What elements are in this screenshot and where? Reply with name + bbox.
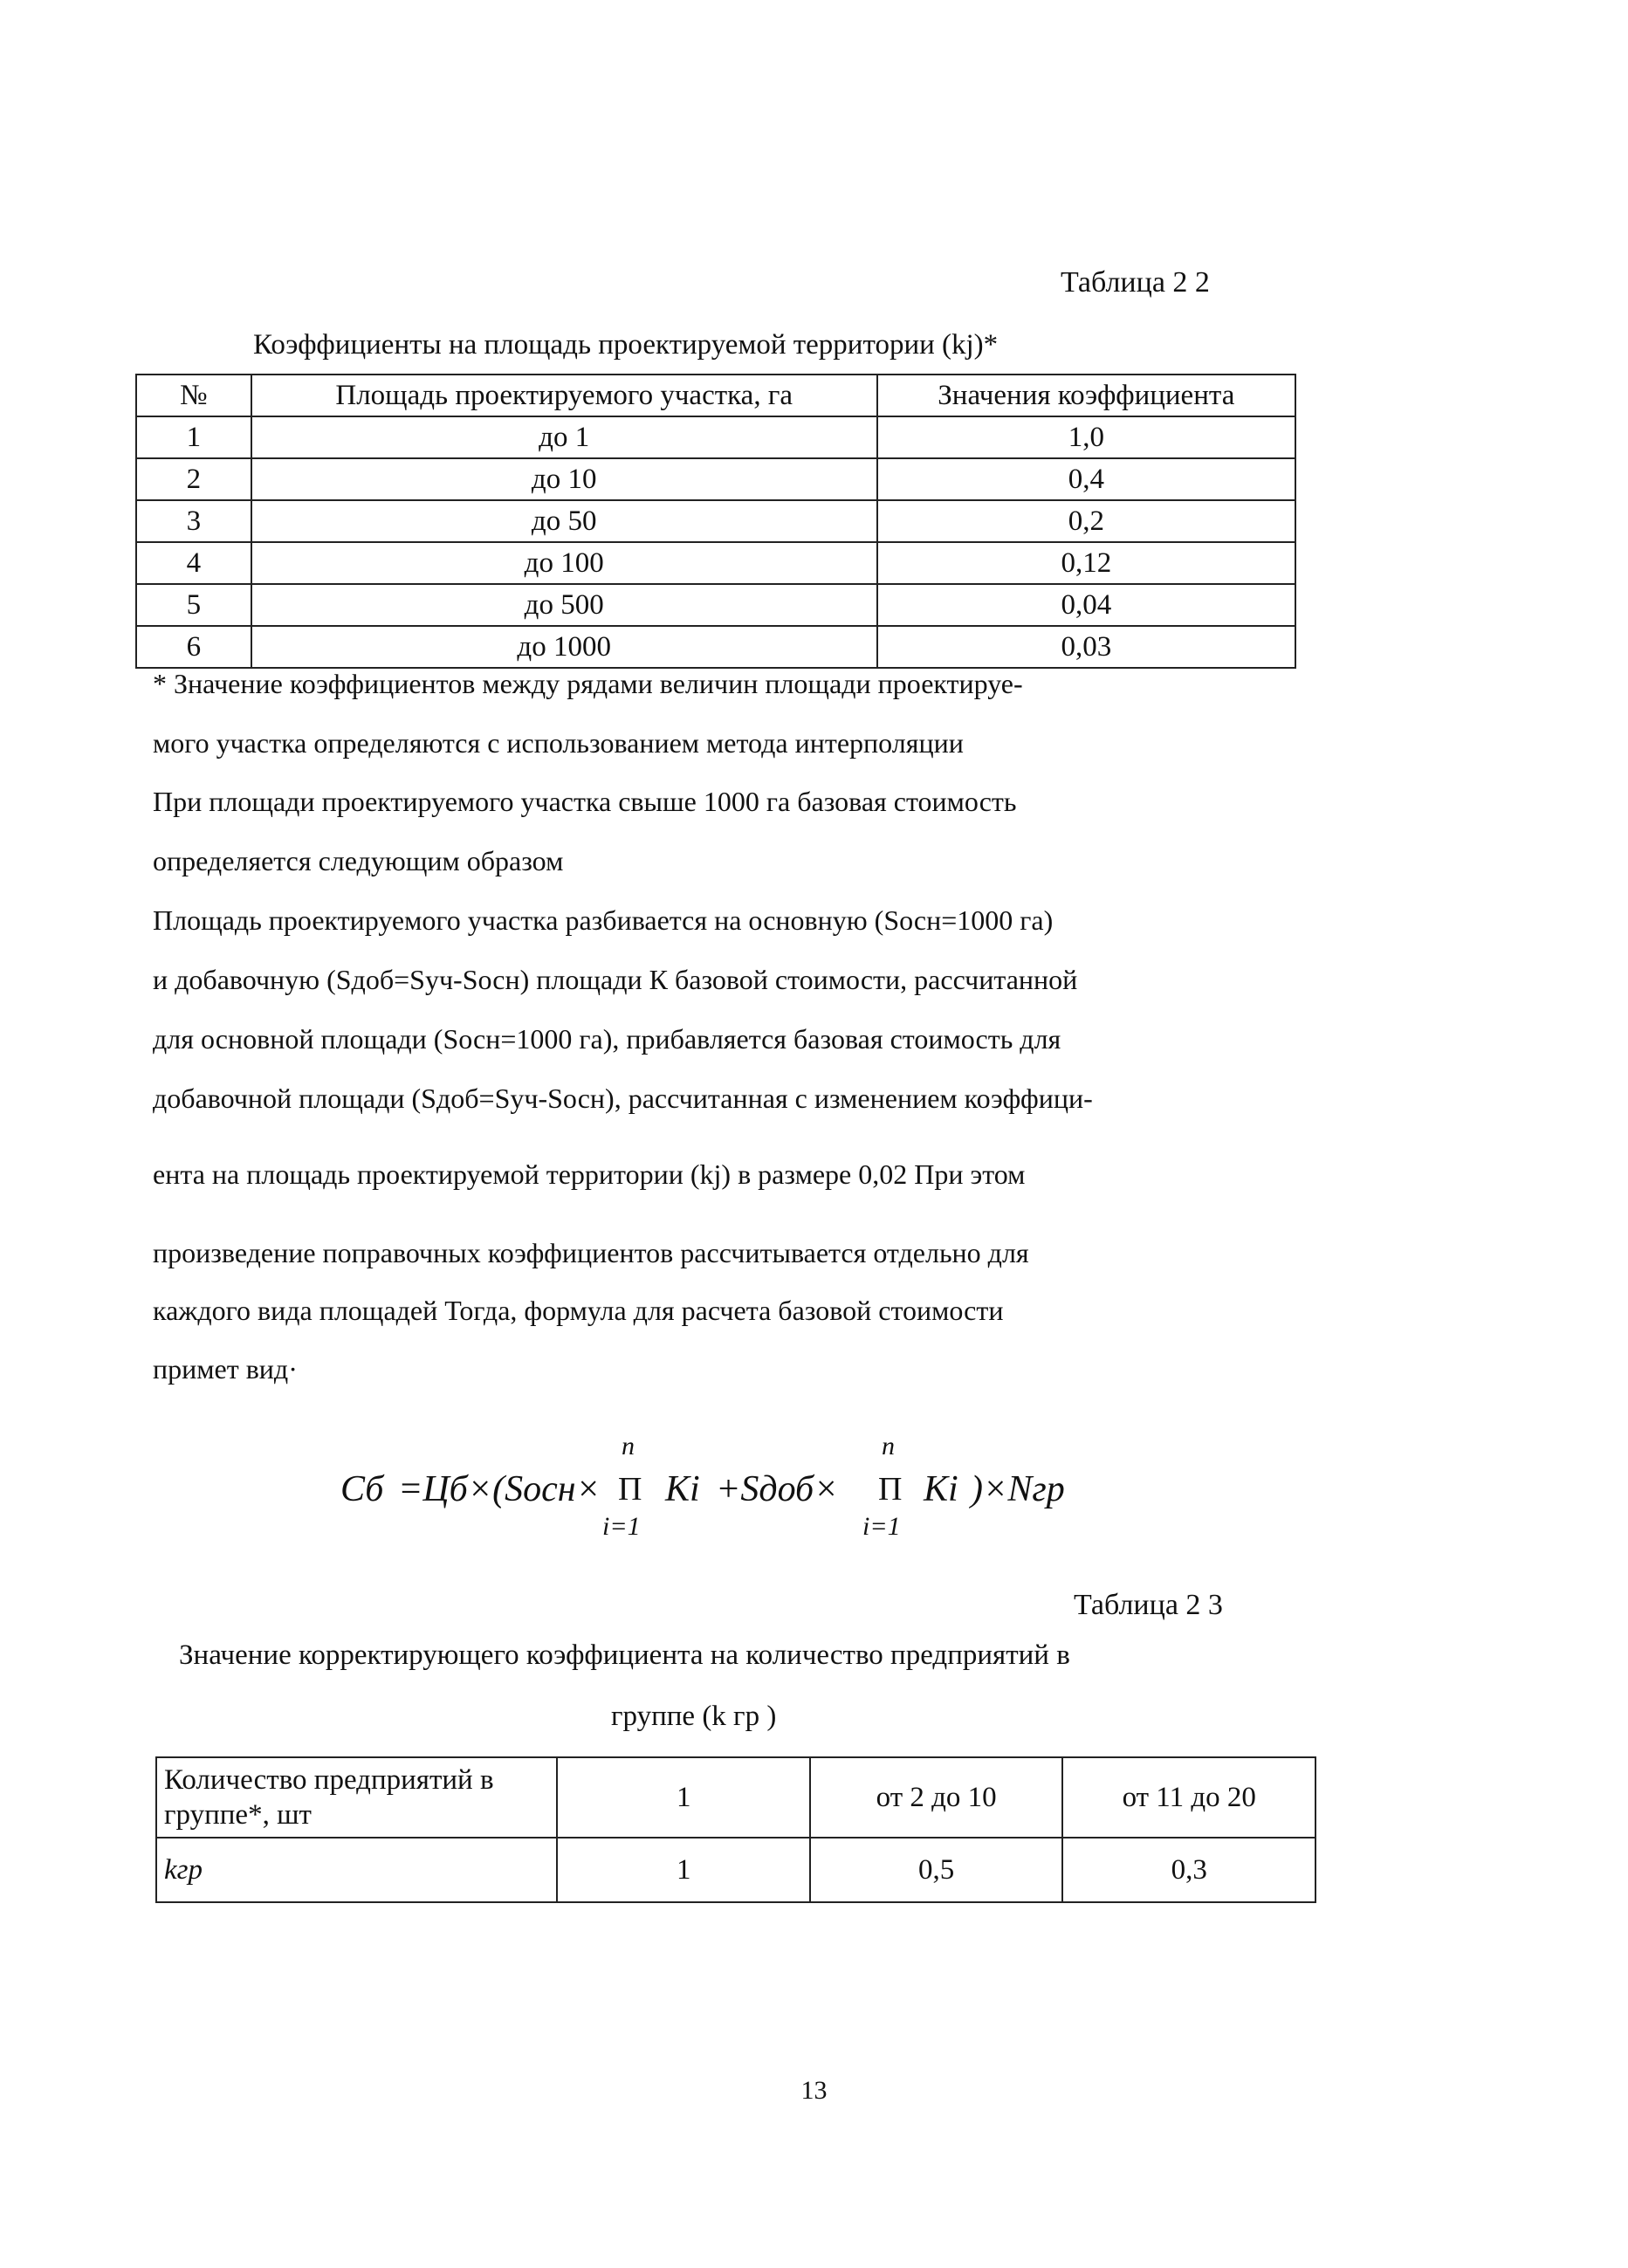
coefficients-table bbox=[135, 374, 1296, 669]
header-coefficient: Значения коэффициента bbox=[877, 375, 1295, 416]
product-symbol-2: Π bbox=[878, 1471, 903, 1508]
product-symbol-1: Π bbox=[618, 1471, 642, 1508]
formula-plus: +Sдоб× bbox=[716, 1469, 839, 1509]
product-lower-1: i=1 bbox=[602, 1512, 641, 1541]
paragraph-3-line-2: каждого вида площадей Тогда, формула для расчета базовой стоимости bbox=[153, 1295, 1004, 1326]
row-label-count: Количество предприятий в группе*, шт bbox=[156, 1757, 557, 1838]
product-upper-1: n bbox=[622, 1432, 635, 1460]
formula-eq: =Цб×(Sосн× bbox=[398, 1469, 601, 1509]
row-area: до 100 bbox=[251, 542, 877, 584]
table-row bbox=[156, 1757, 1315, 1838]
row-number: 5 bbox=[136, 584, 251, 626]
product-upper-2: n bbox=[882, 1432, 895, 1460]
table-row bbox=[156, 1838, 1315, 1902]
page-number: 13 bbox=[800, 2076, 828, 2105]
row-area: до 1000 bbox=[251, 626, 877, 668]
row-coefficient: 0,03 bbox=[877, 626, 1295, 668]
table-header-row bbox=[136, 375, 1295, 416]
paragraph-2-line-1: Площадь проектируемого участка разбивается на основную (Sосн=1000 га) bbox=[153, 904, 1054, 936]
formula-k1: Ki bbox=[665, 1469, 700, 1509]
row-area: до 10 bbox=[251, 458, 877, 500]
table-title: Коэффициенты на площадь проектируемой территории (kj)* bbox=[253, 329, 999, 361]
kgr-value-2: 0,5 bbox=[810, 1838, 1063, 1902]
paragraph-2-line-5: ента на площадь проектируемой территории (kj) в размере 0,02 При этом bbox=[153, 1158, 1026, 1190]
table-row bbox=[136, 500, 1295, 542]
row-coefficient: 0,12 bbox=[877, 542, 1295, 584]
count-2-10: от 2 до 10 bbox=[810, 1757, 1063, 1838]
table-row bbox=[136, 542, 1295, 584]
row-number: 4 bbox=[136, 542, 251, 584]
paragraph-2-line-4: добавочной площади (Sдоб=Sуч-Sосн), рассчитанная с изменением коэффици- bbox=[153, 1082, 1093, 1114]
table-row bbox=[136, 416, 1295, 458]
row-label-kgr: kгр bbox=[156, 1838, 557, 1902]
table-title-2: Значение корректирующего коэффициента на количество предприятий в bbox=[179, 1639, 1070, 1671]
enterprise-coefficient-table bbox=[155, 1756, 1316, 1903]
table-row bbox=[136, 458, 1295, 500]
formula-tail: )×Nгр bbox=[971, 1469, 1065, 1509]
row-number: 6 bbox=[136, 626, 251, 668]
row-number: 1 bbox=[136, 416, 251, 458]
row-coefficient: 0,4 bbox=[877, 458, 1295, 500]
footnote-line-1: * Значение коэффициентов между рядами величин площади проектируе- bbox=[153, 668, 1023, 699]
row-coefficient: 0,2 bbox=[877, 500, 1295, 542]
paragraph-2-line-3: для основной площади (Sосн=1000 га), прибавляется базовая стоимость для bbox=[153, 1023, 1061, 1055]
table-title-2-line-2: группе (k гр ) bbox=[611, 1701, 777, 1732]
count-1: 1 bbox=[557, 1757, 809, 1838]
row-area: до 500 bbox=[251, 584, 877, 626]
row-coefficient: 1,0 bbox=[877, 416, 1295, 458]
count-11-20: от 11 до 20 bbox=[1062, 1757, 1315, 1838]
footnote-line-2: мого участка определяются с использованием метода интерполяции bbox=[153, 727, 964, 759]
paragraph-1-line-1: При площади проектируемого участка свыше 1000 га базовая стоимость bbox=[153, 786, 1017, 817]
table-label-2: Таблица 2 3 bbox=[1074, 1589, 1223, 1621]
table-row bbox=[136, 626, 1295, 668]
kgr-value-3: 0,3 bbox=[1062, 1838, 1315, 1902]
row-coefficient: 0,04 bbox=[877, 584, 1295, 626]
paragraph-3-line-1: произведение поправочных коэффициентов рассчитывается отдельно для bbox=[153, 1237, 1029, 1268]
formula-k2: Ki bbox=[924, 1469, 958, 1509]
table-row bbox=[136, 584, 1295, 626]
row-area: до 50 bbox=[251, 500, 877, 542]
product-lower-2: i=1 bbox=[862, 1512, 901, 1541]
row-area: до 1 bbox=[251, 416, 877, 458]
paragraph-3-line-3: примет вид· bbox=[153, 1353, 298, 1385]
header-area: Площадь проектируемого участка, га bbox=[251, 375, 877, 416]
formula-lhs: Сб bbox=[340, 1469, 384, 1509]
kgr-value-1: 1 bbox=[557, 1838, 809, 1902]
row-number: 2 bbox=[136, 458, 251, 500]
base-cost-formula bbox=[340, 1432, 1126, 1563]
row-number: 3 bbox=[136, 500, 251, 542]
table-label: Таблица 2 2 bbox=[1061, 266, 1210, 299]
header-number: № bbox=[136, 375, 251, 416]
paragraph-2-line-2: и добавочную (Sдоб=Sуч-Sосн) площади К базовой стоимости, рассчитанной bbox=[153, 964, 1078, 995]
paragraph-1-line-2: определяется следующим образом bbox=[153, 845, 564, 876]
